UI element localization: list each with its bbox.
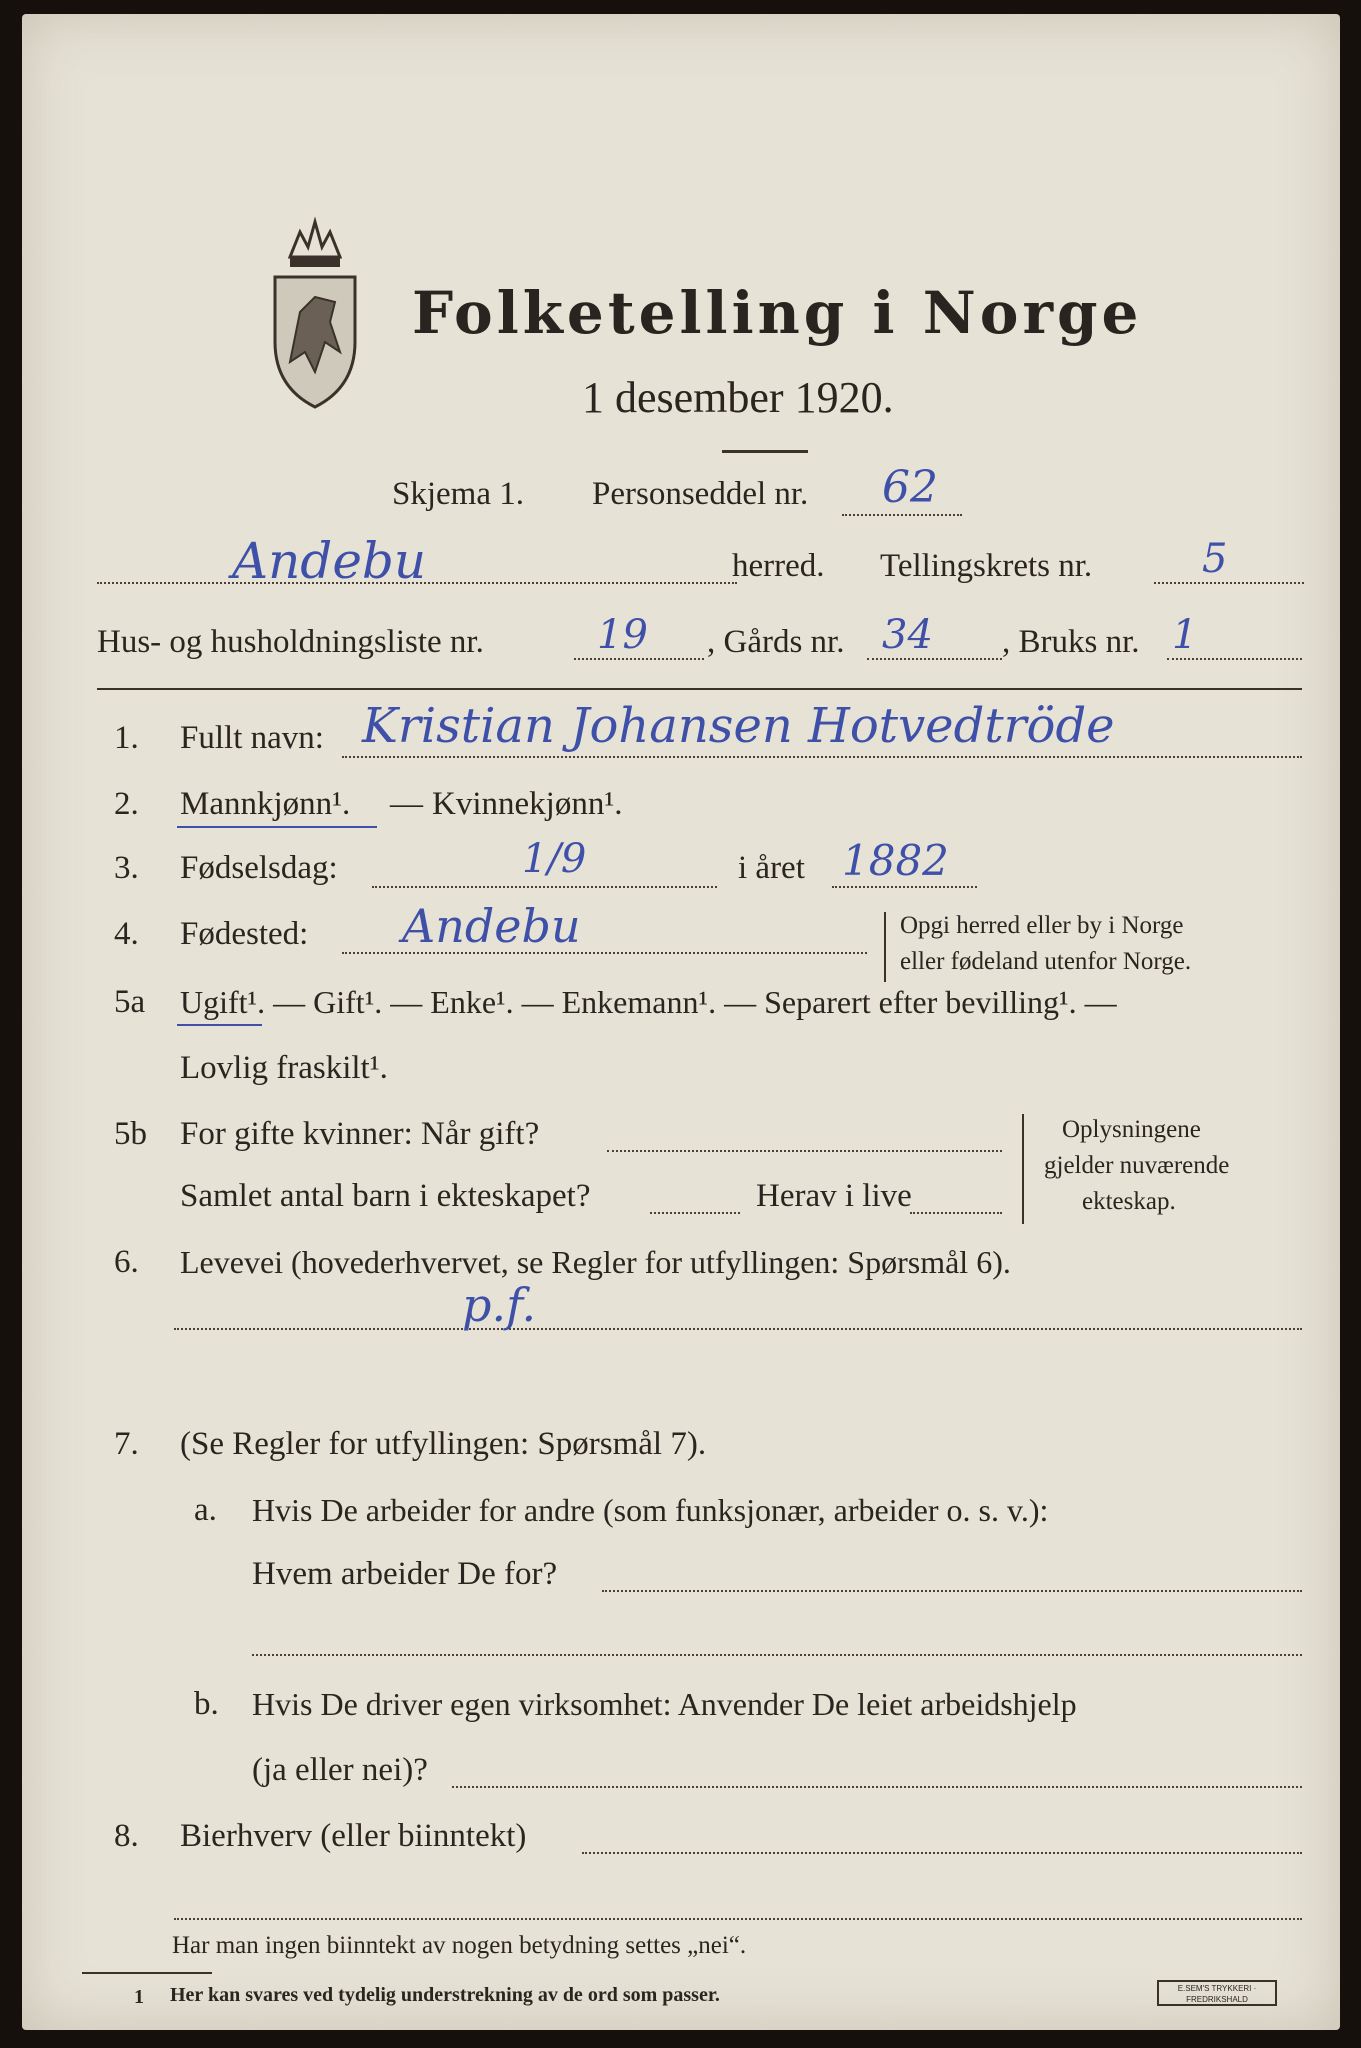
norwegian-coat-of-arms-icon (260, 212, 370, 412)
q1-dotted-line (342, 756, 1302, 758)
tellingskrets-label: Tellingskrets nr. (880, 548, 1093, 584)
hus-label: Hus- og husholdningsliste nr. (97, 624, 484, 660)
q4-note-line2: eller fødeland utenfor Norge. (900, 948, 1192, 975)
q7b-text: Hvis De driver egen virksomhet: Anvender De leiet arbeidshjelp (252, 1686, 1077, 1722)
q4-label: Fødested: (180, 916, 309, 952)
q7b-letter: b. (194, 1686, 219, 1722)
q5b-note-line3: ekteskap. (1082, 1188, 1176, 1215)
footer-note: Har man ingen biinntekt av nogen betydning settes „nei“. (172, 1932, 747, 1959)
q7a-question: Hvem arbeider De for? (252, 1556, 558, 1592)
personseddel-number: 62 (882, 462, 938, 513)
footnote-rule (82, 1972, 212, 1974)
bruks-number: 1 (1172, 612, 1198, 658)
q8-label: Bierhverv (eller biinntekt) (180, 1818, 527, 1854)
year-dotted-line (832, 886, 977, 888)
gender-separator: — (390, 786, 423, 822)
footnote-text: Her kan svares ved tydelig understrekning av de ord som passer. (170, 1984, 720, 2006)
q4-note-line1: Opgi herred eller by i Norge (900, 912, 1184, 939)
form-title: Folketelling i Norge (412, 279, 1143, 347)
q5b-note-line2: gjelder nuværende (1044, 1152, 1230, 1179)
married-when-label: For gifte kvinner: Når gift? (180, 1116, 540, 1152)
birth-year-value: 1882 (842, 836, 949, 885)
side-income-dotted-line (582, 1852, 1302, 1854)
personseddel-dotted-line (842, 514, 962, 516)
hus-dotted-line (574, 658, 704, 660)
children-alive-label: Herav i live (756, 1178, 912, 1214)
hired-help-dotted-line (452, 1786, 1302, 1788)
marital-status-options: Ugift¹. — Gift¹. — Enke¹. — Enkemann¹. — Separert efter bevilling¹. — (180, 984, 1117, 1020)
gards-number: 34 (882, 612, 933, 658)
employer-dotted-line-2 (252, 1654, 1302, 1656)
year-label: i året (738, 850, 805, 886)
ugift-underline-mark (177, 1024, 262, 1026)
q7b-question: (ja eller nei)? (252, 1752, 428, 1788)
q4-number: 4. (114, 916, 139, 952)
q3-number: 3. (114, 850, 139, 886)
children-count-dotted-line (650, 1212, 740, 1214)
full-name-value: Kristian Johansen Hotvedtröde (362, 698, 1115, 754)
marital-status-options-line2: Lovlig fraskilt¹. (180, 1050, 388, 1086)
census-date: 1 desember 1920. (582, 373, 894, 422)
q3-label: Fødselsdag: (180, 850, 338, 886)
q5b-number: 5b (114, 1116, 147, 1152)
q5b-note-brace (1022, 1114, 1024, 1224)
male-option: Mannkjønn¹. (180, 786, 351, 822)
q6-label: Levevei (hovederhvervet, se Regler for utfyllingen: Spørsmål 6). (180, 1244, 1011, 1280)
q8-number: 8. (114, 1818, 139, 1854)
printer-stamp: E.SEM'S TRYKKERI · FREDRIKSHALD (1157, 1980, 1277, 2006)
tellingskrets-number: 5 (1202, 536, 1228, 582)
q6-number: 6. (114, 1244, 139, 1280)
q4-note-brace (884, 912, 886, 982)
gards-dotted-line (867, 658, 1002, 660)
bruks-label: , Bruks nr. (1002, 624, 1140, 660)
employer-dotted-line (602, 1590, 1302, 1592)
side-income-dotted-line-2 (174, 1918, 1302, 1920)
tellingskrets-dotted-line (1154, 582, 1304, 584)
personseddel-label: Personseddel nr. (592, 476, 809, 512)
header-separator (97, 688, 1302, 690)
children-count-label: Samlet antal barn i ekteskapet? (180, 1178, 591, 1214)
schema-label: Skjema 1. (392, 476, 524, 512)
footnote-number: 1 (134, 1986, 144, 2008)
male-underline-mark (177, 826, 377, 828)
occupation-value: p.f. (462, 1278, 537, 1332)
herred-label: herred. (732, 548, 825, 584)
bruks-dotted-line (1167, 658, 1302, 660)
herred-value: Andebu (232, 532, 427, 590)
birthplace-value: Andebu (402, 899, 581, 953)
birthdate-value: 1/9 (522, 836, 587, 882)
q7a-letter: a. (194, 1492, 217, 1528)
hus-number: 19 (597, 612, 648, 658)
q1-number: 1. (114, 720, 139, 756)
children-alive-dotted-line (910, 1212, 1002, 1214)
q1-label: Fullt navn: (180, 720, 324, 756)
q7-label: (Se Regler for utfyllingen: Spørsmål 7). (180, 1426, 707, 1462)
q5a-number: 5a (114, 984, 146, 1020)
census-form-page (22, 14, 1340, 2030)
birthdate-dotted-line (372, 886, 717, 888)
q7-number: 7. (114, 1426, 139, 1462)
gards-label: , Gårds nr. (707, 624, 845, 660)
title-divider (722, 450, 808, 453)
occupation-dotted-line (174, 1328, 1302, 1330)
female-option: Kvinnekjønn¹. (432, 786, 623, 822)
q5b-note-line1: Oplysningene (1062, 1116, 1201, 1143)
q2-number: 2. (114, 786, 139, 822)
married-when-dotted-line (607, 1150, 1002, 1152)
q7a-text: Hvis De arbeider for andre (som funksjonær, arbeider o. s. v.): (252, 1492, 1049, 1528)
